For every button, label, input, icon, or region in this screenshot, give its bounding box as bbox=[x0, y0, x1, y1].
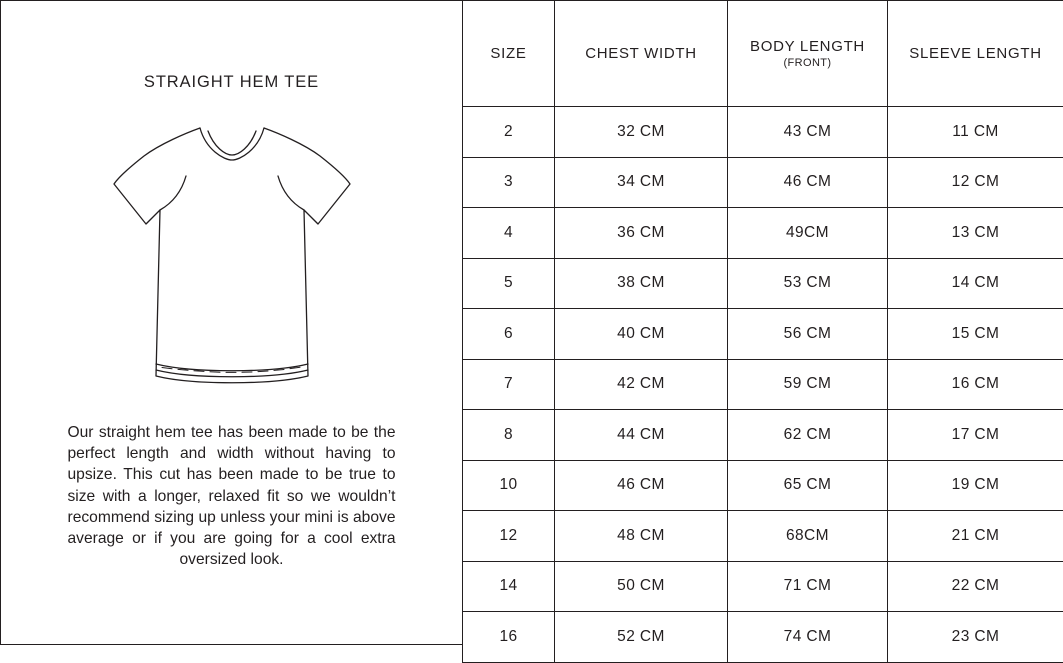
size-table-container bbox=[462, 0, 1063, 645]
column-header-body-length-label: BODY LENGTH bbox=[750, 38, 865, 55]
column-header-sleeve-length bbox=[888, 1, 1063, 107]
body-length-cell: 53 CM bbox=[728, 258, 888, 309]
size-cell: 8 bbox=[463, 410, 555, 461]
product-description: Our straight hem tee has been made to be the perfect length and width without having to upsize. This cut has been made to be true to size with a longer, relaxed fit so we wouldn’t recommend sizing up unless your mini is above average or if you are going for a cool extra oversized look. bbox=[68, 422, 396, 570]
size-cell: 16 bbox=[463, 612, 555, 663]
sleeve-length-cell: 13 CM bbox=[888, 208, 1063, 259]
chest-width-cell: 34 CM bbox=[555, 157, 728, 208]
chest-width-cell: 48 CM bbox=[555, 511, 728, 562]
chest-width-cell: 42 CM bbox=[555, 359, 728, 410]
chest-width-cell: 52 CM bbox=[555, 612, 728, 663]
size-cell: 12 bbox=[463, 511, 555, 562]
size-cell: 3 bbox=[463, 157, 555, 208]
size-table-body bbox=[463, 107, 1063, 663]
column-header-size bbox=[463, 1, 555, 107]
table-row bbox=[463, 460, 1063, 511]
table-row bbox=[463, 561, 1063, 612]
body-length-cell: 49CM bbox=[728, 208, 888, 259]
size-cell: 10 bbox=[463, 460, 555, 511]
column-header-body-length-sublabel: (FRONT) bbox=[729, 57, 886, 69]
table-row bbox=[463, 208, 1063, 259]
body-length-cell: 56 CM bbox=[728, 309, 888, 360]
table-row bbox=[463, 258, 1063, 309]
page-title: STRAIGHT HEM TEE bbox=[144, 73, 319, 92]
column-header-chest-width-label: CHEST WIDTH bbox=[585, 45, 697, 62]
size-cell: 14 bbox=[463, 561, 555, 612]
table-row bbox=[463, 359, 1063, 410]
size-cell: 6 bbox=[463, 309, 555, 360]
sleeve-length-cell: 11 CM bbox=[888, 107, 1063, 158]
body-length-cell: 46 CM bbox=[728, 157, 888, 208]
table-row bbox=[463, 107, 1063, 158]
size-cell: 2 bbox=[463, 107, 555, 158]
column-header-size-label: SIZE bbox=[490, 45, 526, 62]
body-length-cell: 59 CM bbox=[728, 359, 888, 410]
column-header-chest-width bbox=[555, 1, 728, 107]
sleeve-length-cell: 19 CM bbox=[888, 460, 1063, 511]
size-table bbox=[462, 0, 1063, 663]
sleeve-length-cell: 16 CM bbox=[888, 359, 1063, 410]
sleeve-length-cell: 21 CM bbox=[888, 511, 1063, 562]
body-length-cell: 43 CM bbox=[728, 107, 888, 158]
table-row bbox=[463, 157, 1063, 208]
size-cell: 4 bbox=[463, 208, 555, 259]
size-cell: 5 bbox=[463, 258, 555, 309]
chest-width-cell: 38 CM bbox=[555, 258, 728, 309]
table-row bbox=[463, 612, 1063, 663]
table-row bbox=[463, 511, 1063, 562]
table-header-row bbox=[463, 1, 1063, 107]
body-length-cell: 74 CM bbox=[728, 612, 888, 663]
chest-width-cell: 44 CM bbox=[555, 410, 728, 461]
chest-width-cell: 32 CM bbox=[555, 107, 728, 158]
t-shirt-line-drawing-icon bbox=[82, 106, 382, 396]
sleeve-length-cell: 17 CM bbox=[888, 410, 1063, 461]
body-length-cell: 65 CM bbox=[728, 460, 888, 511]
chest-width-cell: 36 CM bbox=[555, 208, 728, 259]
size-cell: 7 bbox=[463, 359, 555, 410]
table-row bbox=[463, 410, 1063, 461]
body-length-cell: 71 CM bbox=[728, 561, 888, 612]
body-length-cell: 68CM bbox=[728, 511, 888, 562]
sleeve-length-cell: 23 CM bbox=[888, 612, 1063, 663]
body-length-cell: 62 CM bbox=[728, 410, 888, 461]
column-header-sleeve-length-label: SLEEVE LENGTH bbox=[909, 45, 1041, 62]
chest-width-cell: 50 CM bbox=[555, 561, 728, 612]
sleeve-length-cell: 15 CM bbox=[888, 309, 1063, 360]
column-header-body-length bbox=[728, 1, 888, 107]
chest-width-cell: 40 CM bbox=[555, 309, 728, 360]
chest-width-cell: 46 CM bbox=[555, 460, 728, 511]
table-row bbox=[463, 309, 1063, 360]
product-info-panel bbox=[0, 0, 462, 645]
sleeve-length-cell: 22 CM bbox=[888, 561, 1063, 612]
sleeve-length-cell: 14 CM bbox=[888, 258, 1063, 309]
sleeve-length-cell: 12 CM bbox=[888, 157, 1063, 208]
